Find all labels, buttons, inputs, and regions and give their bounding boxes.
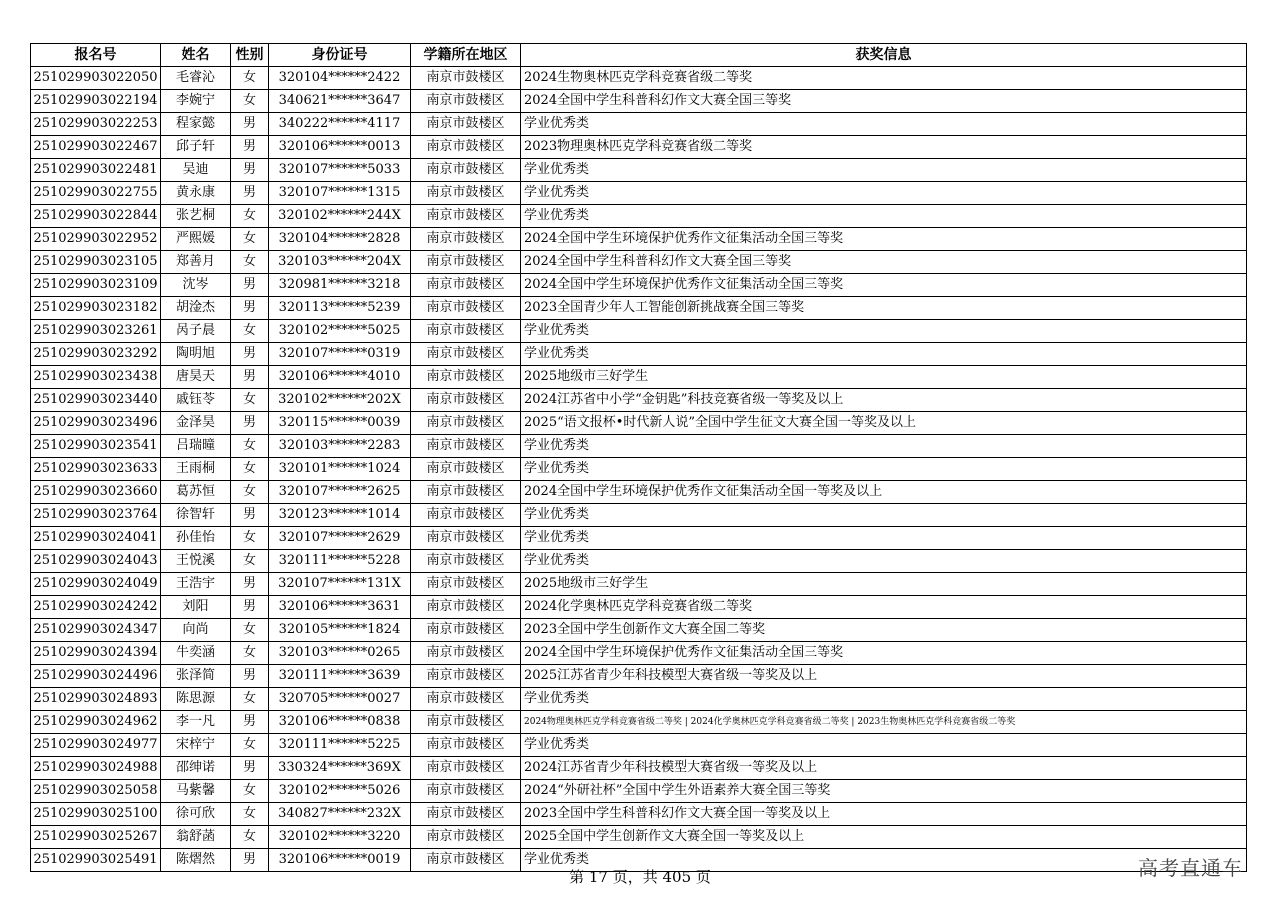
cell-registration-no: 251029903024496 [31, 665, 161, 688]
cell-region: 南京市鼓楼区 [411, 711, 521, 734]
cell-gender: 男 [231, 757, 269, 780]
cell-name: 牛奕涵 [161, 642, 231, 665]
cell-registration-no: 251029903023660 [31, 481, 161, 504]
cell-gender: 男 [231, 573, 269, 596]
cell-award-info: 学业优秀类 [521, 734, 1247, 757]
cell-region: 南京市鼓楼区 [411, 573, 521, 596]
cell-name: 王悦溪 [161, 550, 231, 573]
cell-gender: 男 [231, 182, 269, 205]
cell-gender: 女 [231, 67, 269, 90]
cell-gender: 男 [231, 366, 269, 389]
cell-registration-no: 251029903023292 [31, 343, 161, 366]
cell-gender: 女 [231, 205, 269, 228]
table-row [31, 481, 1247, 504]
cell-name: 陈思源 [161, 688, 231, 711]
table-row [31, 734, 1247, 757]
cell-name: 邱子轩 [161, 136, 231, 159]
cell-gender: 女 [231, 550, 269, 573]
cell-id-number: 320106******0013 [269, 136, 411, 159]
table-row [31, 136, 1247, 159]
table-row [31, 435, 1247, 458]
cell-id-number: 320103******2283 [269, 435, 411, 458]
table-row [31, 688, 1247, 711]
cell-id-number: 320113******5239 [269, 297, 411, 320]
cell-name: 黄永康 [161, 182, 231, 205]
cell-gender: 男 [231, 343, 269, 366]
cell-gender: 女 [231, 435, 269, 458]
cell-id-number: 320104******2828 [269, 228, 411, 251]
cell-name: 沈岑 [161, 274, 231, 297]
table-row [31, 159, 1247, 182]
cell-name: 王雨桐 [161, 458, 231, 481]
cell-id-number: 320102******5026 [269, 780, 411, 803]
cell-gender: 女 [231, 320, 269, 343]
cell-name: 陶明旭 [161, 343, 231, 366]
table-row [31, 343, 1247, 366]
cell-award-info: 2024化学奥林匹克学科竞赛省级二等奖 [521, 596, 1247, 619]
cell-registration-no: 251029903023764 [31, 504, 161, 527]
cell-name: 吴迪 [161, 159, 231, 182]
awards-table [30, 43, 1247, 872]
table-row [31, 251, 1247, 274]
cell-id-number: 320705******0027 [269, 688, 411, 711]
cell-award-info: 2023全国中学生创新作文大赛全国二等奖 [521, 619, 1247, 642]
cell-region: 南京市鼓楼区 [411, 389, 521, 412]
cell-name: 张艺桐 [161, 205, 231, 228]
cell-name: 程家懿 [161, 113, 231, 136]
cell-region: 南京市鼓楼区 [411, 619, 521, 642]
header-id-number: 身份证号 [269, 44, 411, 67]
cell-id-number: 340827******232X [269, 803, 411, 826]
cell-gender: 女 [231, 389, 269, 412]
cell-name: 王浩宇 [161, 573, 231, 596]
cell-award-info: 学业优秀类 [521, 688, 1247, 711]
cell-id-number: 320102******244X [269, 205, 411, 228]
cell-registration-no: 251029903023182 [31, 297, 161, 320]
cell-award-info: 2024全国中学生环境保护优秀作文征集活动全国三等奖 [521, 228, 1247, 251]
table-body [31, 67, 1247, 872]
cell-registration-no: 251029903022952 [31, 228, 161, 251]
cell-name: 宋梓宁 [161, 734, 231, 757]
cell-region: 南京市鼓楼区 [411, 90, 521, 113]
cell-registration-no: 251029903023109 [31, 274, 161, 297]
cell-name: 胡淦杰 [161, 297, 231, 320]
cell-gender: 女 [231, 527, 269, 550]
table-row [31, 412, 1247, 435]
cell-award-info: 学业优秀类 [521, 205, 1247, 228]
cell-award-info: 学业优秀类 [521, 159, 1247, 182]
cell-registration-no: 251029903024962 [31, 711, 161, 734]
cell-id-number: 320107******2629 [269, 527, 411, 550]
table-row [31, 803, 1247, 826]
cell-region: 南京市鼓楼区 [411, 205, 521, 228]
cell-award-info: 学业优秀类 [521, 320, 1247, 343]
header-region: 学籍所在地区 [411, 44, 521, 67]
cell-gender: 女 [231, 642, 269, 665]
cell-name: 邵绅诺 [161, 757, 231, 780]
cell-id-number: 320981******3218 [269, 274, 411, 297]
cell-region: 南京市鼓楼区 [411, 550, 521, 573]
cell-region: 南京市鼓楼区 [411, 665, 521, 688]
cell-id-number: 320107******1315 [269, 182, 411, 205]
cell-registration-no: 251029903022253 [31, 113, 161, 136]
cell-award-info: 2025江苏省青少年科技模型大赛省级一等奖及以上 [521, 665, 1247, 688]
cell-id-number: 320106******3631 [269, 596, 411, 619]
cell-award-info: 学业优秀类 [521, 182, 1247, 205]
cell-registration-no: 251029903022194 [31, 90, 161, 113]
cell-gender: 男 [231, 412, 269, 435]
cell-region: 南京市鼓楼区 [411, 757, 521, 780]
cell-name: 严熙媛 [161, 228, 231, 251]
cell-name: 吕瑞曈 [161, 435, 231, 458]
cell-registration-no: 251029903024347 [31, 619, 161, 642]
cell-id-number: 320106******0019 [269, 849, 411, 872]
cell-region: 南京市鼓楼区 [411, 642, 521, 665]
cell-id-number: 320115******0039 [269, 412, 411, 435]
cell-registration-no: 251029903023440 [31, 389, 161, 412]
cell-award-info: 2024全国中学生科普科幻作文大赛全国三等奖 [521, 251, 1247, 274]
cell-id-number: 320102******5025 [269, 320, 411, 343]
cell-name: 刘阳 [161, 596, 231, 619]
cell-region: 南京市鼓楼区 [411, 527, 521, 550]
cell-award-info: 2025地级市三好学生 [521, 573, 1247, 596]
cell-gender: 男 [231, 274, 269, 297]
cell-registration-no: 251029903025058 [31, 780, 161, 803]
cell-gender: 女 [231, 803, 269, 826]
cell-award-info: 2024物理奥林匹克学科竞赛省级二等奖 | 2024化学奥林匹克学科竞赛省级二等奖 | 2023生物奥林匹克学科竞赛省级二等奖 [521, 711, 1247, 734]
cell-id-number: 320105******1824 [269, 619, 411, 642]
cell-id-number: 320123******1014 [269, 504, 411, 527]
table-row [31, 274, 1247, 297]
watermark-text: 高考直通车 [1138, 856, 1243, 880]
page-footer: 第 17 页，共 405 页 [569, 868, 711, 886]
table-row [31, 573, 1247, 596]
cell-region: 南京市鼓楼区 [411, 435, 521, 458]
cell-region: 南京市鼓楼区 [411, 251, 521, 274]
cell-id-number: 320106******4010 [269, 366, 411, 389]
table-row [31, 182, 1247, 205]
cell-gender: 男 [231, 136, 269, 159]
cell-gender: 女 [231, 458, 269, 481]
cell-id-number: 320107******131X [269, 573, 411, 596]
cell-region: 南京市鼓楼区 [411, 366, 521, 389]
cell-registration-no: 251029903022050 [31, 67, 161, 90]
table-row [31, 826, 1247, 849]
cell-gender: 女 [231, 481, 269, 504]
table-row [31, 366, 1247, 389]
cell-gender: 男 [231, 297, 269, 320]
cell-id-number: 330324******369X [269, 757, 411, 780]
cell-gender: 男 [231, 504, 269, 527]
cell-region: 南京市鼓楼区 [411, 67, 521, 90]
cell-name: 孙佳怡 [161, 527, 231, 550]
cell-gender: 女 [231, 90, 269, 113]
cell-name: 李婉宁 [161, 90, 231, 113]
cell-award-info: 2024江苏省中小学“金钥匙”科技竞赛省级一等奖及以上 [521, 389, 1247, 412]
cell-award-info: 学业优秀类 [521, 458, 1247, 481]
table-row [31, 228, 1247, 251]
cell-region: 南京市鼓楼区 [411, 113, 521, 136]
cell-registration-no: 251029903024041 [31, 527, 161, 550]
table-row [31, 389, 1247, 412]
cell-name: 戚钰苓 [161, 389, 231, 412]
table-header-row [31, 44, 1247, 67]
cell-id-number: 320103******204X [269, 251, 411, 274]
cell-name: 李一凡 [161, 711, 231, 734]
table-row [31, 90, 1247, 113]
cell-id-number: 320102******3220 [269, 826, 411, 849]
cell-region: 南京市鼓楼区 [411, 596, 521, 619]
cell-registration-no: 251029903023496 [31, 412, 161, 435]
cell-name: 陈熠然 [161, 849, 231, 872]
cell-name: 金泽昊 [161, 412, 231, 435]
cell-gender: 女 [231, 688, 269, 711]
cell-award-info: 2023全国中学生科普科幻作文大赛全国一等奖及以上 [521, 803, 1247, 826]
header-gender: 性别 [231, 44, 269, 67]
cell-region: 南京市鼓楼区 [411, 734, 521, 757]
table-row [31, 665, 1247, 688]
cell-award-info: 2025地级市三好学生 [521, 366, 1247, 389]
table-row [31, 711, 1247, 734]
cell-region: 南京市鼓楼区 [411, 274, 521, 297]
results-sheet [30, 43, 1246, 872]
cell-region: 南京市鼓楼区 [411, 182, 521, 205]
cell-id-number: 320111******3639 [269, 665, 411, 688]
cell-registration-no: 251029903024242 [31, 596, 161, 619]
cell-region: 南京市鼓楼区 [411, 504, 521, 527]
cell-award-info: 2025“语文报杯•时代新人说”全国中学生征文大赛全国一等奖及以上 [521, 412, 1247, 435]
table-row [31, 780, 1247, 803]
cell-gender: 女 [231, 619, 269, 642]
cell-gender: 男 [231, 711, 269, 734]
cell-registration-no: 251029903024988 [31, 757, 161, 780]
cell-gender: 男 [231, 159, 269, 182]
table-row [31, 596, 1247, 619]
table-row [31, 205, 1247, 228]
cell-registration-no: 251029903024043 [31, 550, 161, 573]
cell-award-info: 2024江苏省青少年科技模型大赛省级一等奖及以上 [521, 757, 1247, 780]
cell-region: 南京市鼓楼区 [411, 228, 521, 251]
cell-region: 南京市鼓楼区 [411, 343, 521, 366]
cell-registration-no: 251029903025491 [31, 849, 161, 872]
cell-award-info: 学业优秀类 [521, 113, 1247, 136]
cell-gender: 男 [231, 849, 269, 872]
table-row [31, 550, 1247, 573]
cell-region: 南京市鼓楼区 [411, 481, 521, 504]
cell-award-info: 学业优秀类 [521, 504, 1247, 527]
cell-id-number: 320103******0265 [269, 642, 411, 665]
table-row [31, 642, 1247, 665]
cell-region: 南京市鼓楼区 [411, 297, 521, 320]
cell-registration-no: 251029903023261 [31, 320, 161, 343]
cell-id-number: 320111******5228 [269, 550, 411, 573]
table-row [31, 619, 1247, 642]
cell-id-number: 320104******2422 [269, 67, 411, 90]
cell-registration-no: 251029903024977 [31, 734, 161, 757]
cell-region: 南京市鼓楼区 [411, 320, 521, 343]
cell-award-info: 2024生物奥林匹克学科竞赛省级二等奖 [521, 67, 1247, 90]
cell-gender: 女 [231, 251, 269, 274]
cell-award-info: 2024“外研社杯”全国中学生外语素养大赛全国三等奖 [521, 780, 1247, 803]
cell-registration-no: 251029903023105 [31, 251, 161, 274]
cell-award-info: 2025全国中学生创新作文大赛全国一等奖及以上 [521, 826, 1247, 849]
cell-gender: 男 [231, 113, 269, 136]
cell-name: 徐智轩 [161, 504, 231, 527]
cell-gender: 男 [231, 665, 269, 688]
cell-name: 葛苏恒 [161, 481, 231, 504]
cell-id-number: 320111******5225 [269, 734, 411, 757]
cell-name: 呙子晨 [161, 320, 231, 343]
cell-name: 向尚 [161, 619, 231, 642]
cell-id-number: 320106******0838 [269, 711, 411, 734]
cell-award-info: 2024全国中学生环境保护优秀作文征集活动全国三等奖 [521, 274, 1247, 297]
cell-gender: 女 [231, 734, 269, 757]
cell-region: 南京市鼓楼区 [411, 826, 521, 849]
cell-region: 南京市鼓楼区 [411, 412, 521, 435]
table-row [31, 527, 1247, 550]
table-row [31, 113, 1247, 136]
header-name: 姓名 [161, 44, 231, 67]
cell-award-info: 学业优秀类 [521, 550, 1247, 573]
table-row [31, 504, 1247, 527]
cell-id-number: 320107******0319 [269, 343, 411, 366]
cell-name: 徐可欣 [161, 803, 231, 826]
cell-gender: 女 [231, 228, 269, 251]
cell-award-info: 学业优秀类 [521, 343, 1247, 366]
cell-registration-no: 251029903025267 [31, 826, 161, 849]
cell-award-info: 学业优秀类 [521, 849, 1247, 872]
cell-registration-no: 251029903023541 [31, 435, 161, 458]
cell-gender: 男 [231, 596, 269, 619]
cell-award-info: 学业优秀类 [521, 527, 1247, 550]
cell-id-number: 320107******5033 [269, 159, 411, 182]
cell-name: 张泽简 [161, 665, 231, 688]
cell-gender: 女 [231, 780, 269, 803]
cell-region: 南京市鼓楼区 [411, 803, 521, 826]
cell-award-info: 学业优秀类 [521, 435, 1247, 458]
cell-registration-no: 251029903023438 [31, 366, 161, 389]
header-registration-no: 报名号 [31, 44, 161, 67]
table-row [31, 320, 1247, 343]
header-award-info: 获奖信息 [521, 44, 1247, 67]
cell-id-number: 340621******3647 [269, 90, 411, 113]
cell-registration-no: 251029903022481 [31, 159, 161, 182]
cell-region: 南京市鼓楼区 [411, 458, 521, 481]
cell-name: 毛睿沁 [161, 67, 231, 90]
cell-id-number: 320102******202X [269, 389, 411, 412]
cell-award-info: 2023全国青少年人工智能创新挑战赛全国三等奖 [521, 297, 1247, 320]
cell-region: 南京市鼓楼区 [411, 136, 521, 159]
cell-award-info: 2023物理奥林匹克学科竞赛省级二等奖 [521, 136, 1247, 159]
cell-region: 南京市鼓楼区 [411, 849, 521, 872]
cell-id-number: 320101******1024 [269, 458, 411, 481]
table-row [31, 67, 1247, 90]
cell-award-info: 2024全国中学生科普科幻作文大赛全国三等奖 [521, 90, 1247, 113]
cell-region: 南京市鼓楼区 [411, 688, 521, 711]
cell-registration-no: 251029903022755 [31, 182, 161, 205]
table-row [31, 297, 1247, 320]
cell-award-info: 2024全国中学生环境保护优秀作文征集活动全国三等奖 [521, 642, 1247, 665]
cell-name: 郑善月 [161, 251, 231, 274]
table-row [31, 757, 1247, 780]
cell-registration-no: 251029903023633 [31, 458, 161, 481]
cell-id-number: 340222******4117 [269, 113, 411, 136]
cell-region: 南京市鼓楼区 [411, 159, 521, 182]
cell-registration-no: 251029903024394 [31, 642, 161, 665]
cell-gender: 女 [231, 826, 269, 849]
cell-registration-no: 251029903022467 [31, 136, 161, 159]
cell-name: 马紫馨 [161, 780, 231, 803]
cell-registration-no: 251029903025100 [31, 803, 161, 826]
table-row [31, 458, 1247, 481]
cell-id-number: 320107******2625 [269, 481, 411, 504]
cell-name: 唐昊天 [161, 366, 231, 389]
cell-region: 南京市鼓楼区 [411, 780, 521, 803]
cell-registration-no: 251029903022844 [31, 205, 161, 228]
cell-name: 翁舒菡 [161, 826, 231, 849]
cell-registration-no: 251029903024893 [31, 688, 161, 711]
cell-registration-no: 251029903024049 [31, 573, 161, 596]
cell-award-info: 2024全国中学生环境保护优秀作文征集活动全国一等奖及以上 [521, 481, 1247, 504]
